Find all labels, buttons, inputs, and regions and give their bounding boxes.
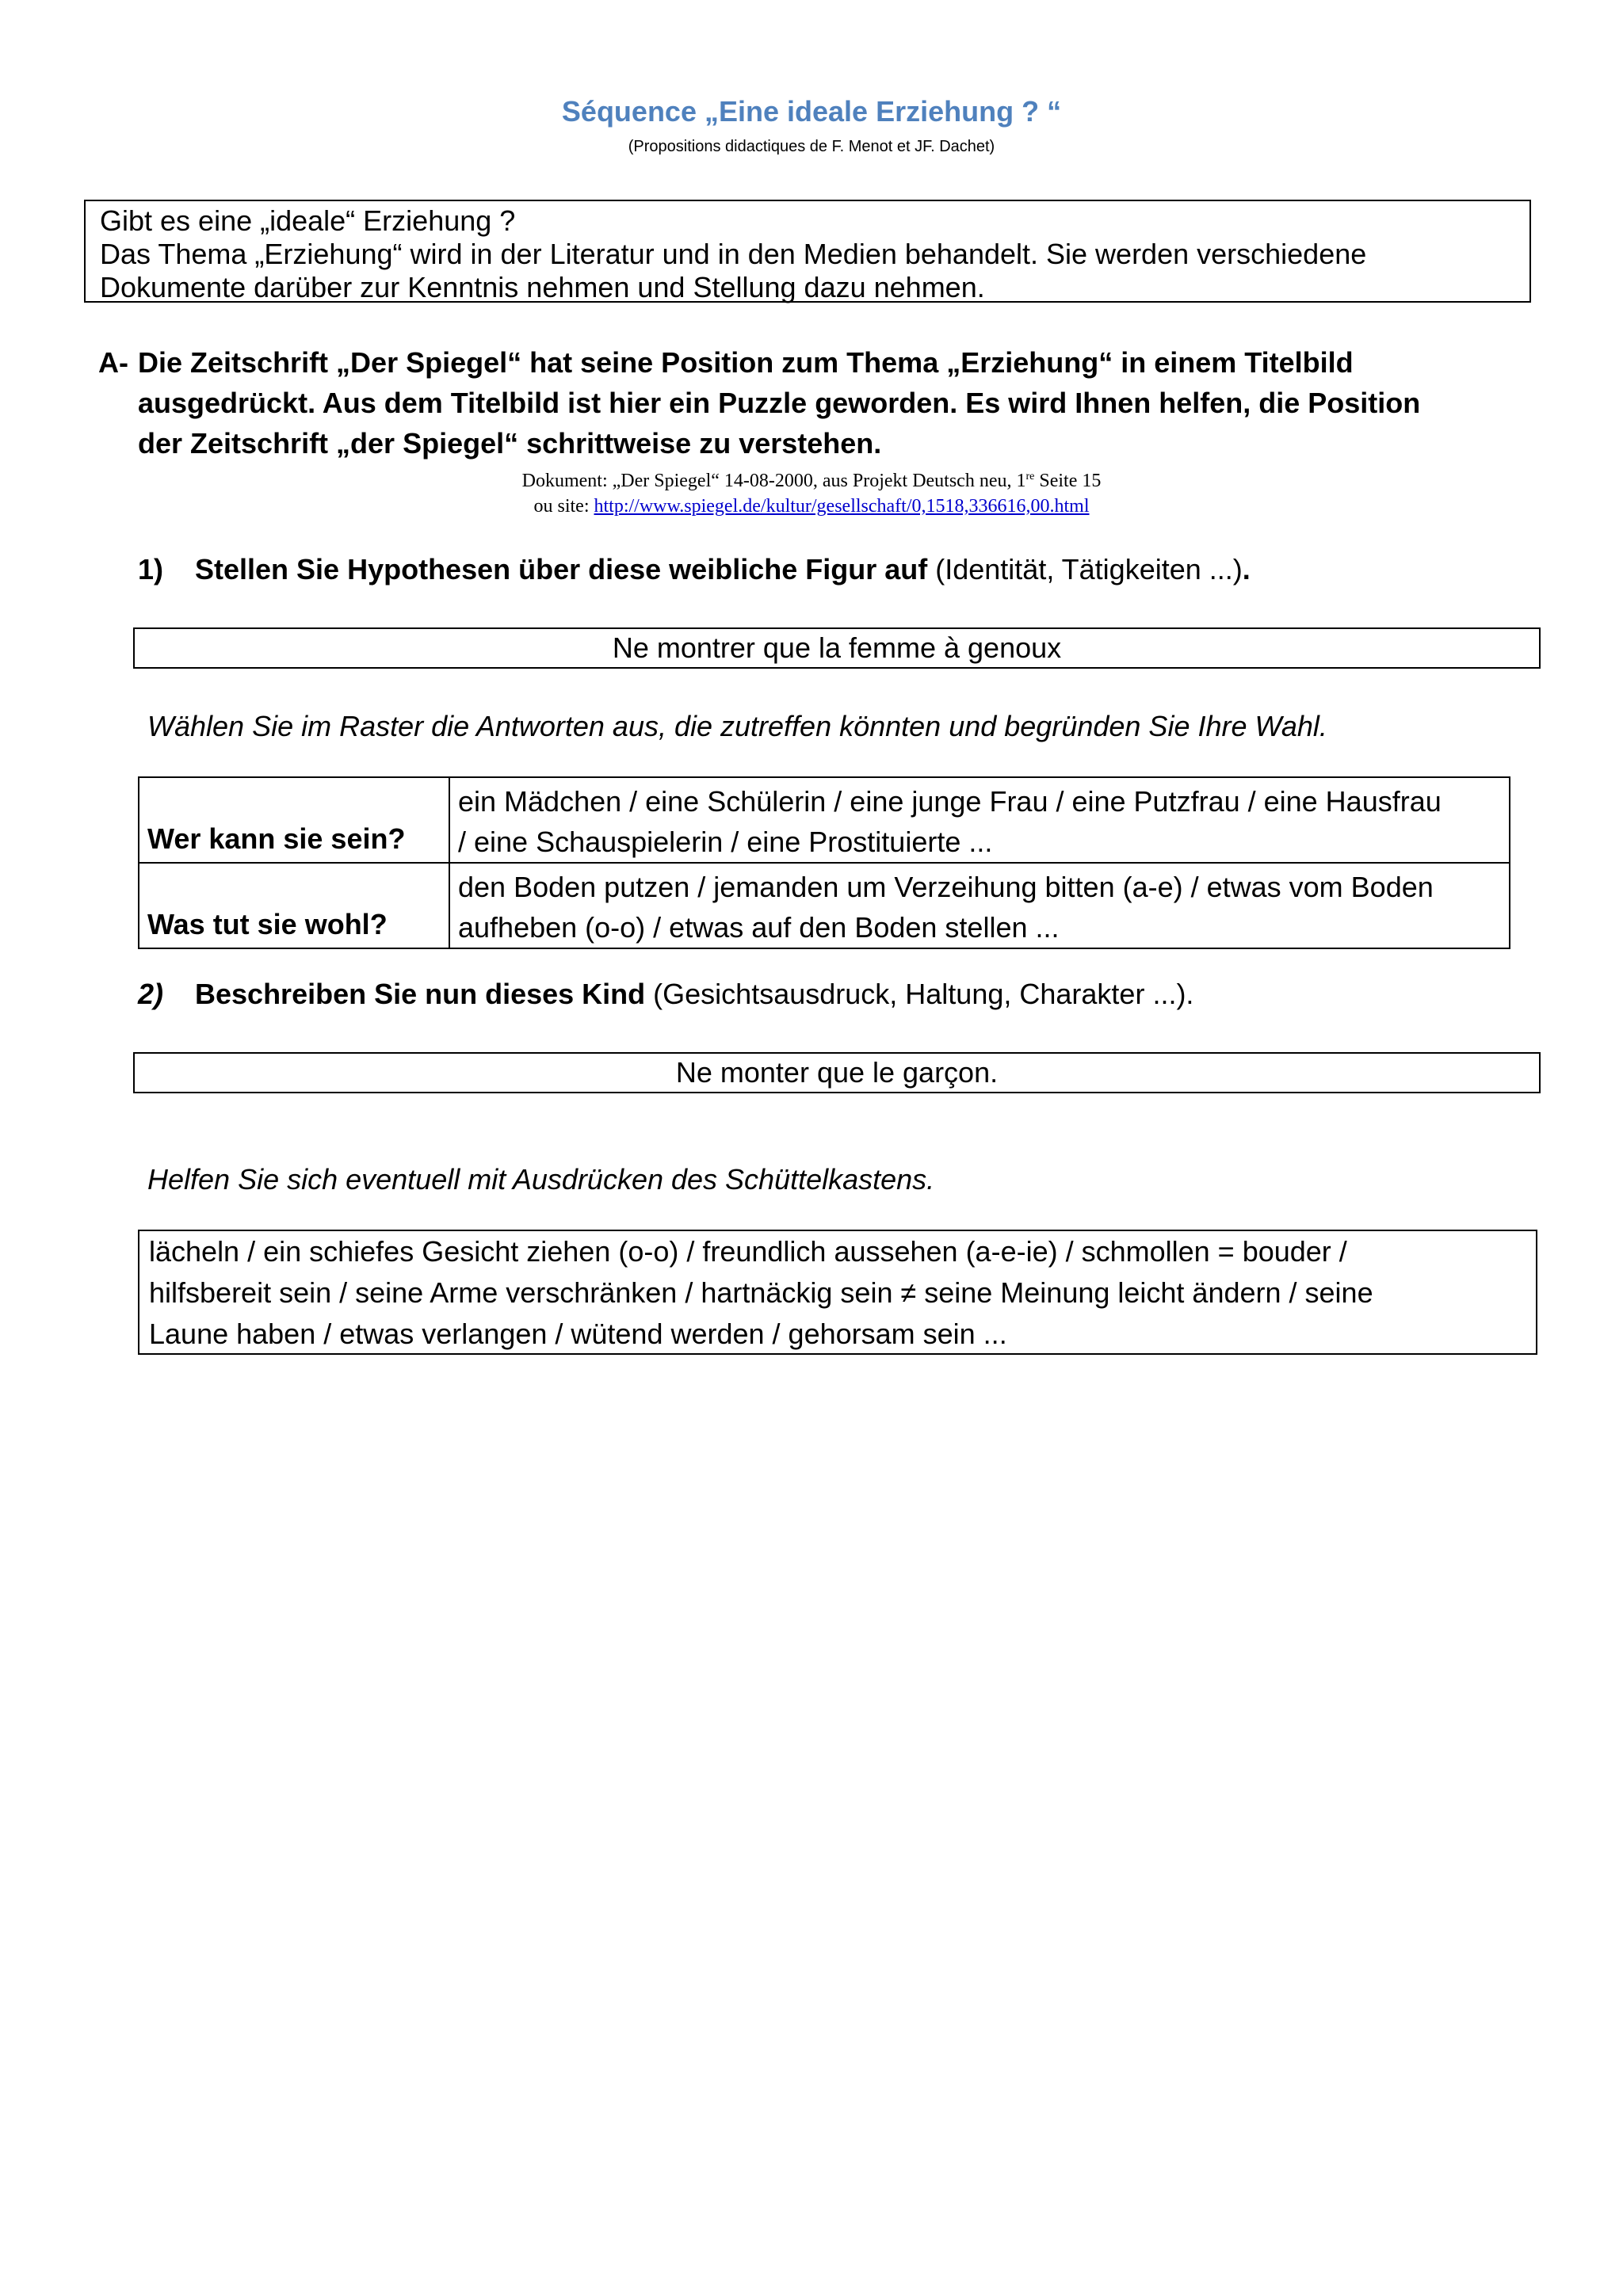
word-box-line: lächeln / ein schiefes Gesicht ziehen (o-o) / freundlich aussehen (a-e-ie) / schmollen = bouder / xyxy=(149,1235,1347,1268)
intro-question: Gibt es eine „ideale“ Erziehung ? xyxy=(100,204,516,237)
document-subtitle: (Propositions didactiques de F. Menot et JF. Dachet) xyxy=(628,138,995,155)
question-prompt: Stellen Sie Hypothesen über diese weibliche Figur auf xyxy=(195,553,928,585)
intro-text-line: Das Thema „Erziehung“ wird in der Literatur und in den Medien behandelt. Sie werden verschiedene xyxy=(100,238,1367,270)
document-title: Séquence „Eine ideale Erziehung ? “ xyxy=(561,95,1062,128)
table-row xyxy=(139,863,1510,948)
question-hint: (Identität, Tätigkeiten ...) xyxy=(927,553,1243,585)
intro-box xyxy=(84,200,1531,303)
instruction-text: Helfen Sie sich eventuell mit Ausdrücken des Schüttelkastens. xyxy=(147,1163,935,1196)
source-link-line: ou site: http://www.spiegel.de/kultur/gesellschaft/0,1518,336616,00.html xyxy=(533,496,1090,517)
section-a-line: Die Zeitschrift „Der Spiegel“ hat seine Position zum Thema „Erziehung“ in einem Titelbild xyxy=(138,346,1354,379)
row-answers: ein Mädchen / eine Schülerin / eine junge Frau / eine Putzfrau / eine Hausfrau / eine Schauspielerin / eine Prostituierte ... xyxy=(449,777,1510,863)
question-prompt: Beschreiben Sie nun dieses Kind xyxy=(195,978,646,1010)
section-a-line: ausgedrückt. Aus dem Titelbild ist hier ein Puzzle geworden. Es wird Ihnen helfen, die Position xyxy=(138,387,1421,419)
source-reference xyxy=(0,464,1623,519)
question-number: 1) xyxy=(138,553,164,585)
row-label: Wer kann sie sein? xyxy=(139,777,449,863)
row-label: Was tut sie wohl? xyxy=(139,863,449,948)
row-answers: den Boden putzen / jemanden um Verzeihung bitten (a-e) / etwas vom Boden aufheben (o-o) / etwas auf den Boden stellen ... xyxy=(449,863,1510,948)
spiegel-link[interactable]: http://www.spiegel.de/kultur/gesellschaft/0,1518,336616,00.html xyxy=(594,496,1090,517)
instruction-banner: Ne montrer que la femme à genoux xyxy=(133,627,1541,669)
section-a-heading xyxy=(98,342,1517,463)
word-box-line: Laune haben / etwas verlangen / wütend werden / gehorsam sein ... xyxy=(149,1318,1007,1350)
word-box-line: hilfsbereit sein / seine Arme verschränken / hartnäckig sein ≠ seine Meinung leicht ändern / seine xyxy=(149,1276,1373,1309)
answer-grid xyxy=(138,776,1510,949)
section-a-line: der Zeitschrift „der Spiegel“ schrittweise zu verstehen. xyxy=(138,427,882,460)
source-citation: Dokument: „Der Spiegel“ 14-08-2000, aus Projekt Deutsch neu, 1re Seite 15 xyxy=(521,471,1102,491)
intro-text-line: Dokumente darüber zur Kenntnis nehmen und Stellung dazu nehmen. xyxy=(100,271,985,303)
question-hint: (Gesichtsausdruck, Haltung, Charakter ...). xyxy=(645,978,1194,1010)
instruction-banner: Ne monter que le garçon. xyxy=(133,1052,1541,1093)
instruction-text: Wählen Sie im Raster die Antworten aus, die zutreffen könnten und begründen Sie Ihre Wahl. xyxy=(147,710,1327,742)
table-row xyxy=(139,777,1510,863)
word-box xyxy=(138,1230,1537,1355)
question-number: 2) xyxy=(138,978,164,1010)
section-a-letter: A- xyxy=(98,346,128,379)
